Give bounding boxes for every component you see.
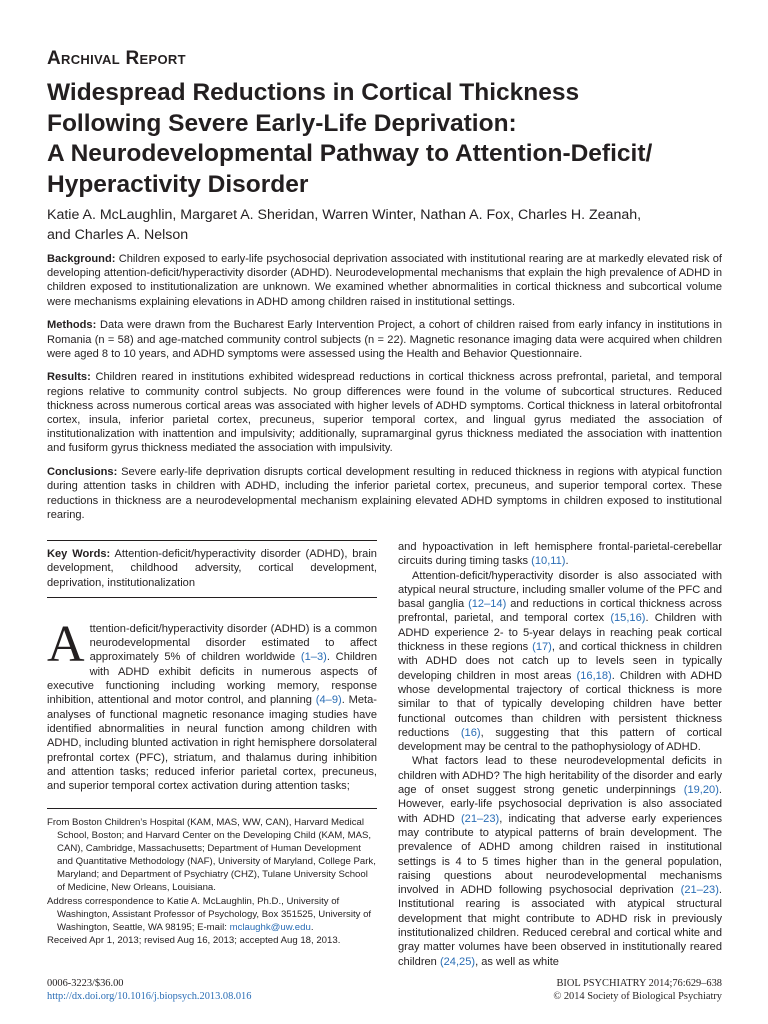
footer-right	[553, 977, 722, 1003]
conclusions-label: Conclusions:	[47, 466, 118, 479]
title-line: A Neurodevelopmental Pathway to Attention-Deficit/	[47, 140, 653, 167]
title-line: Following Severe Early-Life Deprivation:	[47, 109, 517, 137]
background-label: Background:	[47, 253, 116, 265]
body-text: Attention-deficit/hyperactivity disorder is also associated with atypical neural structure, including smaller volume of the PFC and basal ganglia	[398, 569, 722, 611]
body-text: . Children with ADHD experience 2- to 5-year delays in reaching peak cortical thickness in these regions	[398, 612, 722, 654]
citation-link[interactable]: (17)	[532, 641, 552, 654]
body-paragraph	[398, 540, 722, 569]
citation-link[interactable]: (16,18)	[576, 669, 612, 682]
citation-link[interactable]: (12–14)	[468, 598, 507, 611]
keywords-text: Attention-deficit/hyperactivity disorder (ADHD), brain development, childhood adversity, cortical development, deprivation, institutionalization	[47, 548, 377, 589]
doi-link[interactable]: http://dx.doi.org/10.1016/j.biopsych.2013.08.016	[47, 991, 252, 1002]
citation-link[interactable]: (24,25)	[439, 955, 476, 968]
section-label: Archival Report	[47, 48, 186, 69]
author-list	[47, 205, 737, 245]
methods-label: Methods:	[47, 319, 97, 332]
copyright-notice: © 2014 Society of Biological Psychiatry	[553, 991, 722, 1002]
conclusions-text: Severe early-life deprivation disrupts cortical development resulting in reduced thickness in regions with atypical function during attention tasks in children with ADHD, including the inferior parietal cortex, precuneus, and superior temporal cortex. These reductions in thickness are a neurodevelopmental mechanism explaining elevated ADHD symptoms in children exposed to institutional rearing.	[47, 466, 722, 521]
intro-paragraph	[47, 615, 377, 794]
journal-citation: BIOL PSYCHIATRY 2014;76:629–638	[556, 978, 722, 989]
body-text: What factors lead to these neurodevelopmental deficits in children with ADHD? The high heritability of the disorder and early age of onset suggest strong genetic underpinnings	[398, 755, 722, 797]
body-text: . Children with ADHD whose developmental trajectory of cortical thickness is more similar to that of typically developing children have better functional outcomes than children with persistent thickness reductions	[398, 669, 722, 739]
email-link[interactable]: mclaughk@uw.edu	[229, 921, 311, 933]
body-text: and hypoactivation in left hemisphere frontal-parietal-cerebellar circuits during timing tasks	[398, 541, 722, 568]
results-label: Results:	[47, 371, 91, 384]
address-text: Address correspondence to Katie A. McLaughlin, Ph.D., University of Washington, Assistant Professor of Psychology, Box 351525, University of Washington, Seattle, WA 98195; E-mail:	[47, 895, 372, 933]
footer-left	[47, 977, 251, 1003]
body-paragraph	[398, 569, 722, 755]
body-text: .	[565, 555, 569, 568]
abstract-background	[47, 252, 722, 309]
issn-price: 0006-3223/$36.00	[47, 978, 124, 989]
keywords-box	[47, 540, 377, 598]
citation-link[interactable]: (19,20)	[683, 784, 719, 797]
results-text: Children reared in institutions exhibited widespread reductions in cortical thickness across prefrontal, parietal, and temporal regions relative to community control subjects. No group differences were found in the volume of subcortical structures. Reduced thickness across numerous cortical areas was associated with higher levels of ADHD symptoms. Cortical thickness in lateral orbitofrontal cortex, insula, inferior parietal cortex, precuneus, superior temporal cortex, and lingual gyrus mediated the association of institutionalization with inattention and impulsivity; additionally, supramarginal gyrus thickness mediated the association with inattention and fusiform gyrus thickness mediated the association with impulsivity.	[47, 371, 722, 455]
citation-link[interactable]: (21–23)	[460, 812, 500, 825]
body-text: , and cortical thickness in children with ADHD does not catch up to levels seen in typically developing children in most areas	[398, 641, 722, 682]
body-text: and reductions in cortical thickness across prefrontal, parietal, and temporal cortex	[398, 598, 722, 625]
correspondence-address	[47, 895, 377, 934]
authors-line: and Charles A. Nelson	[47, 227, 189, 243]
citation-link[interactable]: (4–9)	[315, 694, 342, 707]
citation-link[interactable]: (21–23)	[680, 884, 719, 897]
body-text: . Institutional rearing is associated with atypical structural development that might contribute to ADHD risk in previously institutionalized children. Reduced cerebral and cortical white and gray matter volumes have been observed in institutionally reared children	[398, 884, 722, 968]
intro-text: . Meta-analyses of functional magnetic resonance imaging studies have identified abnormalities in neural function among children with ADHD, including blunted activation in right hemisphere dorsolateral prefrontal cortex (PFC), striatum, and thalamus during inhibition and attention tasks; reduced inferior parietal cortex, precuneus, and superior temporal cortex activation during attention tasks;	[47, 694, 377, 793]
affiliation-from: From Boston Children’s Hospital (KAM, MAS, WW, CAN), Harvard Medical School, Boston; and Harvard Center on the Developing Child (KAM, MAS, CAN), Cambridge, Massachusetts; Department of Human Development and Quantitative Methodology (NAF), University of Maryland, College Park, Maryland; and Department of Psychiatry (CHZ), Tulane University School of Medicine, New Orleans, Louisiana.	[47, 817, 376, 894]
right-column	[398, 540, 722, 969]
background-text: Children exposed to early-life psychosocial deprivation associated with institutional rearing are at markedly elevated risk of developing attention-deficit/hyperactivity disorder (ADHD). Neurodevelopmental mechanisms that explain the high prevalence of ADHD in children exposed to institutionalization are unknown. We examined whether abnormalities in cortical thickness and subcortical volume were mechanisms explaining elevations in ADHD among children raised in institutional settings.	[47, 253, 722, 308]
article-title	[47, 78, 737, 200]
title-line: Widespread Reductions in Cortical Thickness	[47, 79, 580, 106]
abstract-conclusions	[47, 465, 722, 522]
body-text: , as well as white	[475, 955, 559, 968]
abstract	[47, 252, 722, 531]
methods-text: Data were drawn from the Bucharest Early Intervention Project, a cohort of children raised from early infancy in institutions in Romania (n = 58) and age-matched community control subjects (n = 22). Magnetic resonance imaging data were acquired when children were aged 8 to 10 years, and ADHD symptoms were assessed using the Health and Behavior Questionnaire.	[47, 319, 722, 360]
citation-link[interactable]: (15,16)	[610, 612, 646, 625]
keywords-label: Key Words:	[47, 548, 111, 560]
drop-cap: A	[47, 615, 85, 673]
affiliation-footnote	[47, 808, 377, 947]
left-column	[47, 540, 377, 793]
body-text: . However, early-life psychosocial deprivation is also associated with ADHD	[398, 784, 722, 825]
body-paragraph	[398, 754, 722, 968]
abstract-results	[47, 370, 722, 455]
title-line: Hyperactivity Disorder	[47, 170, 309, 198]
intro-text: . Children with ADHD exhibit deficits in numerous aspects of executive functioning including working memory, response inhibition, attentional and motor control, and planning	[47, 651, 377, 707]
citation-link[interactable]: (10,11)	[531, 555, 566, 568]
body-text: , suggesting that this pattern of cortical development may be central to the pathophysiology of ADHD.	[398, 726, 722, 754]
received-dates: Received Apr 1, 2013; revised Aug 16, 2013; accepted Aug 18, 2013.	[47, 934, 341, 946]
authors-line: Katie A. McLaughlin, Margaret A. Sheridan, Warren Winter, Nathan A. Fox, Charles H. Zeanah,	[47, 207, 642, 223]
abstract-methods	[47, 318, 722, 361]
citation-link[interactable]: (1–3)	[300, 651, 327, 664]
citation-link[interactable]: (16)	[460, 726, 481, 739]
intro-text: ttention-deficit/hyperactivity disorder (ADHD) is a common neurodevelopmental disorder estimated to affect approximately 5% of children worldwide	[89, 622, 377, 664]
address-end: .	[310, 921, 314, 933]
body-text: , indicating that adverse early experiences may contribute to atypical patterns of brain development. The prevalence of ADHD among children raised in institutional settings is 4 to 5 times higher than in the general population, raising questions about neurodevelopmental mechanisms involved in ADHD following psychosocial deprivation	[398, 812, 722, 897]
